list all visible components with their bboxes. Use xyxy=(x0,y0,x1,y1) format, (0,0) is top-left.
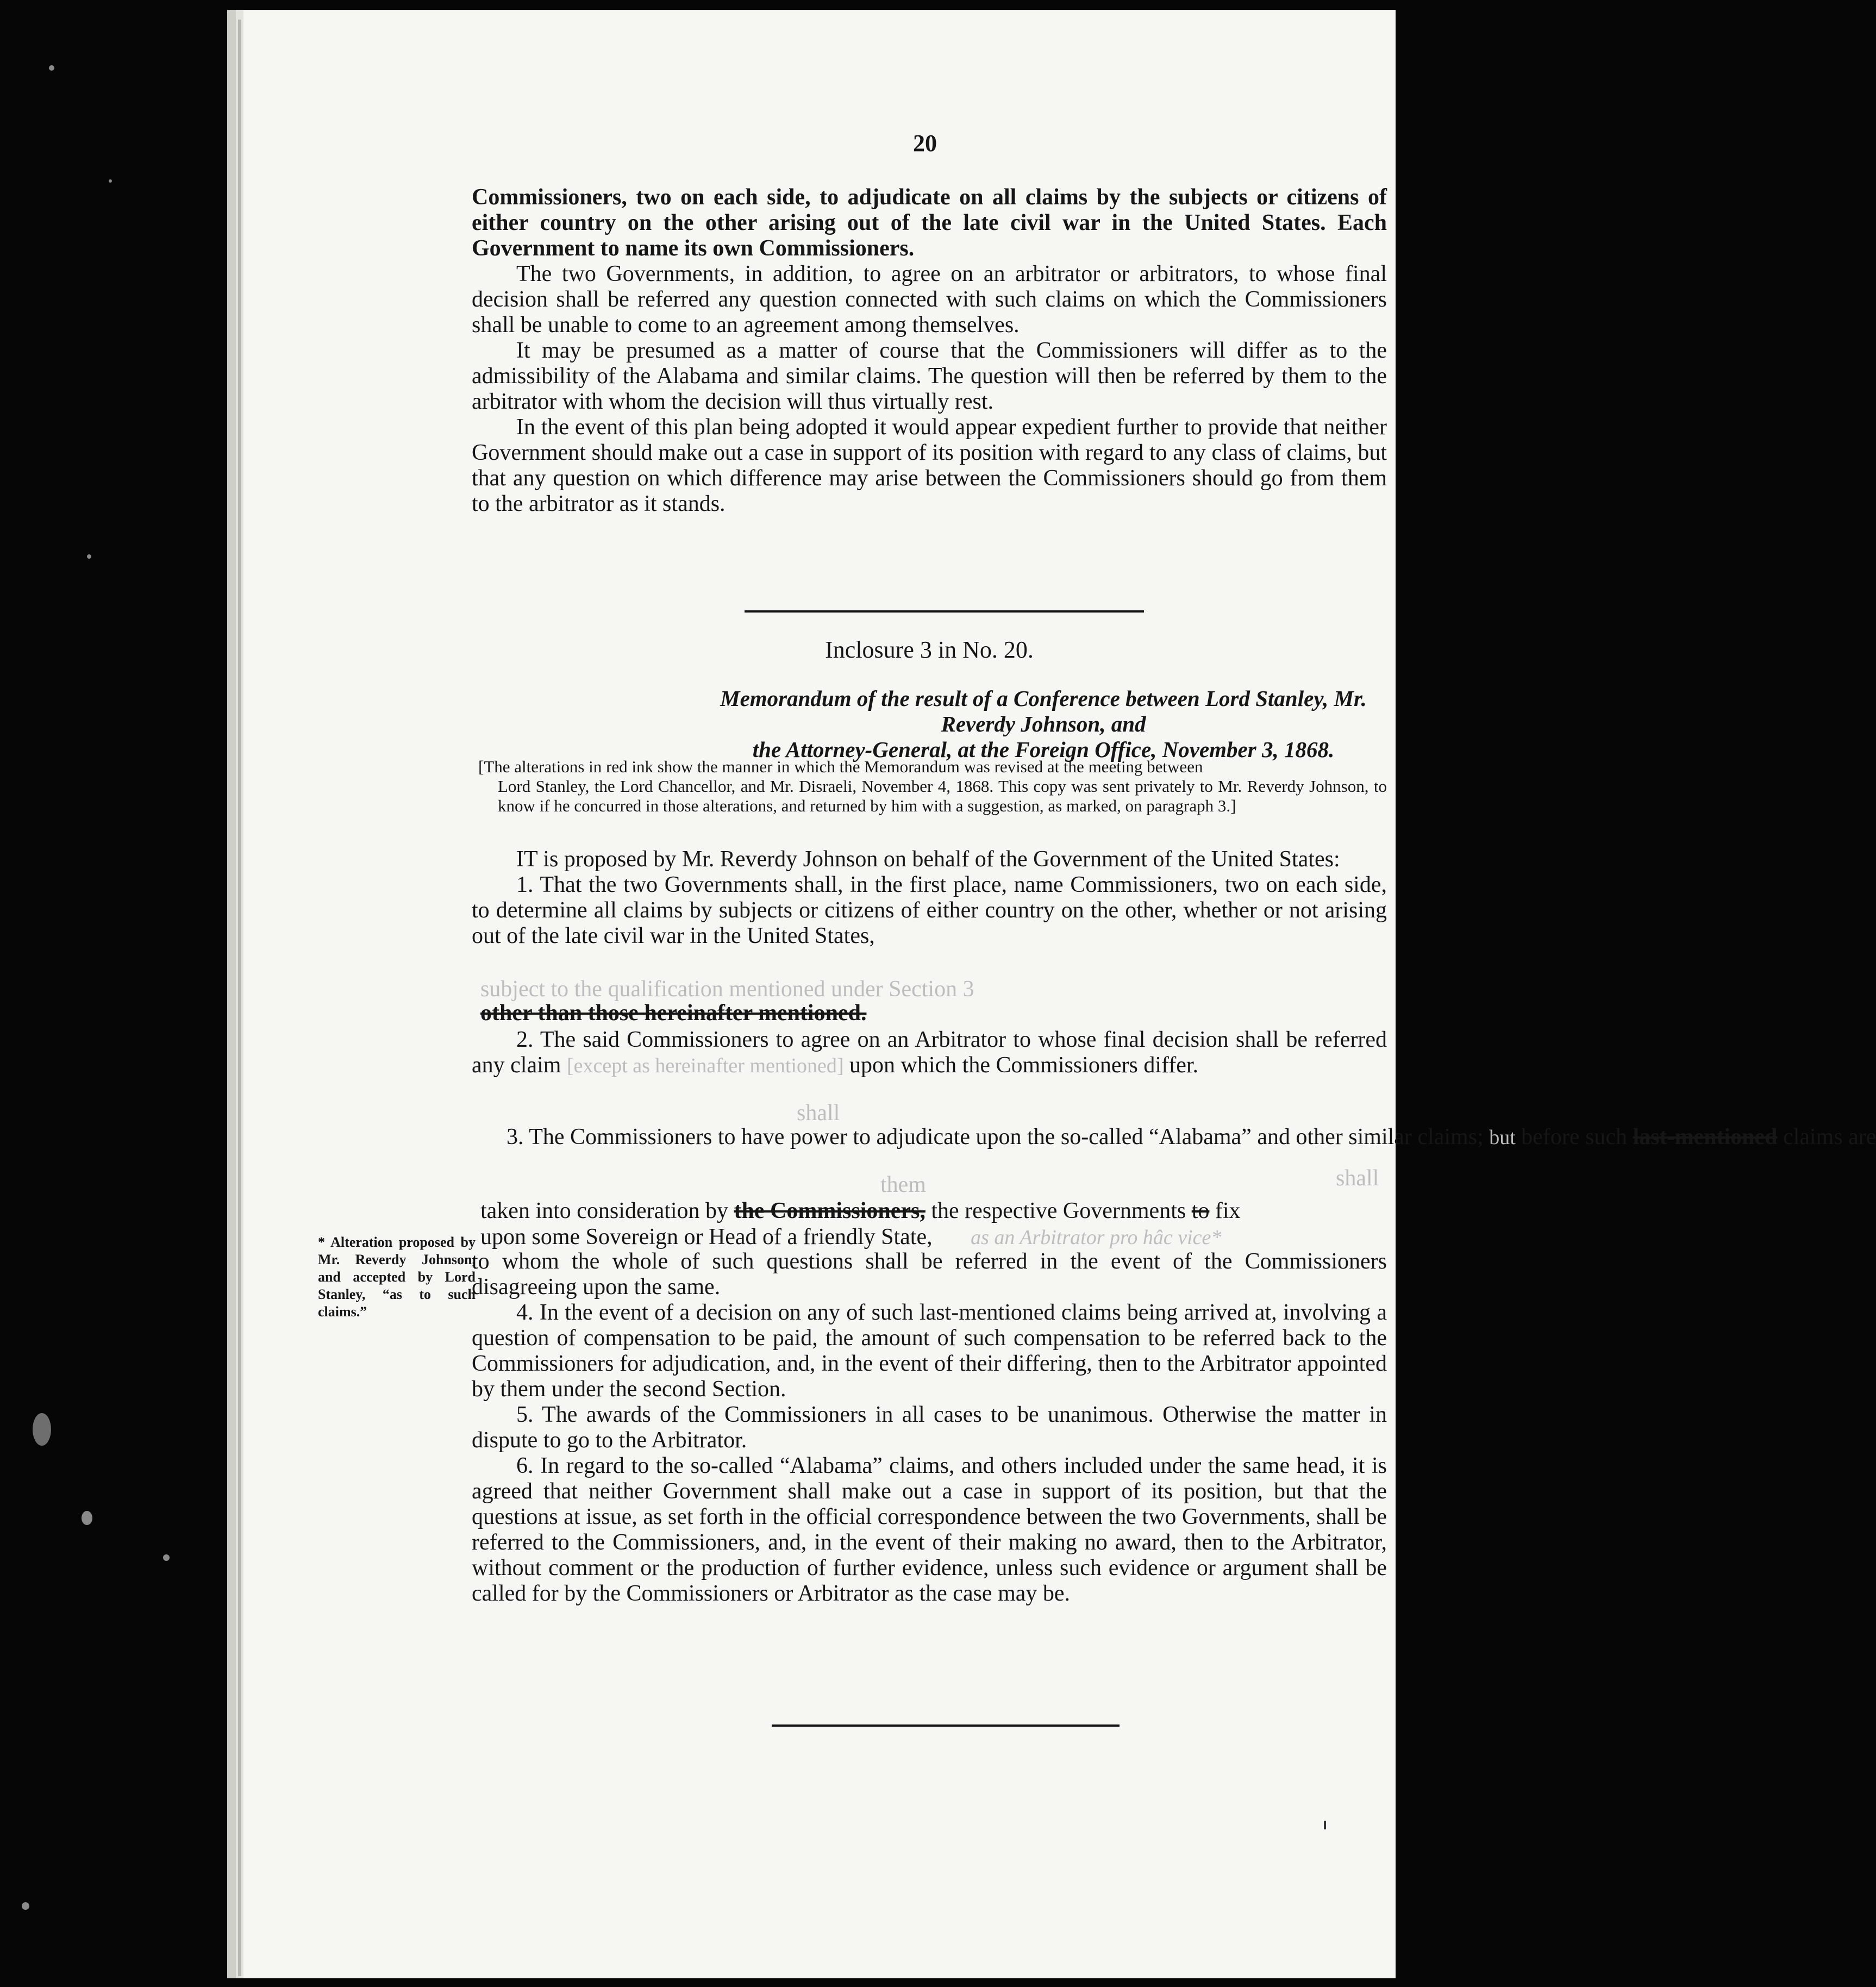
paragraph-2-start: 2. The said Commissioners to agree on an Arbitrator to whose final decision shall be referred any claim xyxy=(472,1027,1387,1078)
paragraph-1: 1. That the two Governments shall, in the first place, name Commissioners, two on each side, to determine all claims by subjects or citizens of either country on the other, whether or not arising out of the late civil war in the United States, xyxy=(472,872,1387,948)
opening-paragraph-4: In the event of this plan being adopted it would appear expedient further to provide that neither Government should make out a case in support of its position with regard to any class of claims, but that any question on which difference may arise between the Commissioners should go from them to the arbitrator as it stands. xyxy=(472,415,1387,516)
scan-speck xyxy=(109,179,112,183)
paragraph-3-start: 3. The Commissioners to have power to adjudicate upon the so-called “Alabama” and other similar claims; xyxy=(506,1124,1484,1149)
paragraph-3-end: to whom the whole of such questions shall be referred in the event of the Commissioners disagreeing upon the same. xyxy=(472,1249,1387,1299)
insert-qualification: subject to the qualification mentioned under Section 3 xyxy=(480,977,974,1002)
scan-speck xyxy=(49,65,54,71)
insert-except: [except as hereinafter mentioned] xyxy=(566,1054,844,1077)
opening-paragraph-3: It may be presumed as a matter of course that the Commissioners will differ as to the admissibility of the Alabama and similar claims. The question will then be referred by them to the arbitrator with whom the decision will thus virtually rest. xyxy=(472,338,1387,414)
paragraph-6: 6. In regard to the so-called “Alabama” claims, and others included under the same head, it is agreed that neither Government shall make out a case in support of its position, but that the questions at issue, as set forth in the official correspondence between the two Governments, shall be referred to the Commissioners, and, in the event of their making no award, then to the Arbitrator, without comment or the production of further evidence, unless such evidence or argument shall be called for by the Commissioners or Arbitrator as the case may be. xyxy=(472,1453,1387,1606)
end-rule xyxy=(772,1724,1120,1727)
memorandum-title-line-2: the Attorney-General, at the Foreign Office, November 3, 1868. xyxy=(752,737,1335,762)
page-binding-edge xyxy=(238,20,241,1976)
inclosure-heading: Inclosure 3 in No. 20. xyxy=(825,636,1034,663)
paragraph-3-taken: taken into consideration by xyxy=(480,1198,729,1223)
insert-but: but xyxy=(1489,1126,1516,1149)
memorandum-title-line-1: Memorandum of the result of a Conference between Lord Stanley, Mr. Reverdy Johnson, and xyxy=(720,686,1367,736)
opening-text-cont xyxy=(472,261,1387,517)
bracket-note-line-1: [The alterations in red ink show the manner in which the Memorandum was revised at the meeting between xyxy=(478,757,1203,776)
opening-paragraph-2: The two Governments, in addition, to agree on an arbitrator or arbitrators, to whose final decision shall be referred any question connected with such claims on which the Commissioners shall be unable to come to an agreement among themselves. xyxy=(472,261,1387,338)
paragraph-2 xyxy=(472,1027,1387,1079)
bracket-note-rest: Lord Stanley, the Lord Chancellor, and Mr. Disraeli, November 4, 1868. This copy was sent privately to Mr. Reverdy Johnson, to know if he concurred in those alterations, and returned by him with a suggestion, as marked, on paragraph 3.] xyxy=(498,777,1387,815)
paragraph-3-claims-are: claims are xyxy=(1783,1124,1876,1149)
insert-shall-1: shall xyxy=(797,1101,840,1126)
paragraph-5: 5. The awards of the Commissioners in all cases to be unanimous. Otherwise the matter in dispute to go to the Arbitrator. xyxy=(472,1402,1387,1453)
bracket-note xyxy=(478,757,1387,816)
scan-speck xyxy=(82,1511,92,1525)
page-number: 20 xyxy=(913,130,937,157)
scan-speck xyxy=(22,1902,29,1910)
paragraph-3-governments: the respective Governments xyxy=(931,1198,1186,1223)
insert-arbitrator: as an Arbitrator pro hâc vice* xyxy=(971,1226,1222,1249)
scan-speck xyxy=(33,1413,51,1446)
paragraph-3-line-1 xyxy=(472,1124,1876,1150)
memorandum-body-2 xyxy=(472,1249,1387,1607)
memorandum-body-1 xyxy=(472,847,1387,949)
paragraph-3-line-2 xyxy=(480,1198,1241,1224)
opening-paragraph-1: Commissioners, two on each side, to adjudicate on all claims by the subjects or citizens of either country on the other arising out of the late civil war in the United States. Each Government to name its own Commissioners. xyxy=(472,185,1387,261)
section-rule xyxy=(745,610,1144,613)
insert-them: them xyxy=(880,1172,926,1197)
paragraph-2-end: upon which the Commissioners differ. xyxy=(849,1053,1199,1078)
struck-to: to xyxy=(1191,1198,1210,1223)
paragraph-3-fix: fix xyxy=(1215,1198,1241,1223)
paragraph-3-line-3 xyxy=(480,1224,1221,1250)
insert-shall-2: shall xyxy=(1336,1166,1379,1191)
memorandum-title xyxy=(690,686,1397,763)
scan-speck xyxy=(87,554,91,559)
struck-last-mentioned: last-mentioned xyxy=(1633,1124,1778,1149)
opening-text xyxy=(472,185,1387,261)
struck-the-commissioners: the Commissioners, xyxy=(734,1198,926,1223)
page-mark xyxy=(1324,1821,1326,1829)
paragraph-4: 4. In the event of a decision on any of such last-mentioned claims being arrived at, involving a question of compensation to be paid, the amount of such compensation to be referred back to the Commissioners for adjudication, and, in the event of their differing, then to the Arbitrator appointed by them under the second Section. xyxy=(472,1300,1387,1402)
struck-hereinafter: other than those hereinafter mentioned. xyxy=(480,1001,867,1026)
scan-speck xyxy=(163,1554,170,1561)
margin-note: * Alteration proposed by Mr. Reverdy Johnson, and accepted by Lord Stanley, “as to such claims.” xyxy=(318,1234,476,1320)
paragraph-3-before: before such xyxy=(1521,1124,1628,1149)
paragraph-3-sovereign: upon some Sovereign or Head of a friendly State, xyxy=(480,1224,933,1249)
memorandum-intro: IT is proposed by Mr. Reverdy Johnson on behalf of the Government of the United States: xyxy=(516,847,1340,872)
paragraph-2-block xyxy=(472,1027,1387,1079)
